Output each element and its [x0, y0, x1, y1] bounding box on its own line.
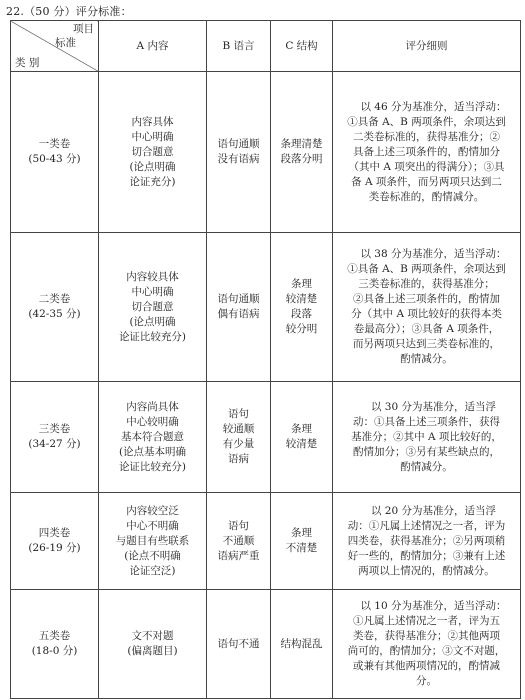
category-cell — [11, 382, 99, 493]
header-row — [11, 21, 521, 72]
table-row — [11, 233, 521, 382]
detail-line: 以 10 分为基准分，适当浮动： — [360, 600, 507, 612]
detail-line: ①具备 A、B 两项条件，余项达到 — [347, 115, 506, 128]
content-cell — [99, 382, 207, 493]
language-line: 语句通顺 — [217, 138, 260, 150]
detail-line: 分。 — [416, 675, 437, 687]
content-line: 论证比较充分) — [118, 330, 187, 343]
content-line: 论证空泛) — [129, 564, 176, 577]
content-cell — [99, 590, 207, 699]
content-line: 切合题意 — [131, 300, 174, 313]
structure-line: 条理 — [291, 527, 312, 539]
content-line: (论点明确 — [129, 315, 176, 328]
score-range: (34-27 分) — [28, 438, 81, 450]
detail-line: ①凡属上述情况之一者，评为五 — [353, 615, 500, 627]
detail-cell — [333, 233, 521, 382]
detail-line: 以 38 分为基准分，适当浮动： — [360, 248, 507, 260]
content-line: (偏离题目) — [127, 645, 178, 657]
structure-cell — [271, 493, 333, 590]
structure-line: 较清楚 — [285, 438, 318, 450]
detail-cell — [333, 590, 521, 699]
detail-cell — [333, 493, 521, 590]
content-line: 与题目有些联系 — [115, 534, 190, 547]
content-cell — [99, 493, 207, 590]
category-label: 四类卷 — [38, 527, 71, 539]
category-label: 三类卷 — [38, 423, 71, 435]
detail-line: 动：①具备上述三项条件，获得 — [353, 415, 500, 428]
detail-line: 备 A 项条件，而另两项只达到二 — [351, 175, 502, 188]
category-cell — [11, 590, 99, 699]
diag-label-project: 项目 — [73, 23, 94, 35]
content-line: 内容具体 — [131, 115, 174, 128]
structure-line: 段落 — [291, 308, 312, 320]
content-cell — [99, 72, 207, 233]
content-line: 中心明确 — [131, 285, 174, 298]
structure-line: 条理 — [291, 423, 312, 435]
diag-label-standard: 标准 — [55, 37, 76, 49]
detail-line: 而另两项只达到三类卷标准的， — [353, 338, 500, 350]
language-line: 语句通顺 — [217, 293, 260, 305]
structure-cell — [271, 590, 333, 699]
rubric-table — [10, 20, 521, 699]
detail-line: 四类卷，获得基准分；②另两项稍 — [347, 534, 506, 547]
structure-line: 段落分明 — [280, 153, 323, 165]
question-heading: 22.（50 分）评分标准： — [6, 5, 132, 18]
detail-line: 酌情减分。 — [400, 353, 453, 365]
content-line: 内容较具体 — [126, 270, 179, 283]
column-header-structure: C 结构 — [271, 21, 333, 72]
detail-line: 以 46 分为基准分，适当浮动： — [360, 100, 507, 113]
language-cell — [207, 590, 271, 699]
content-line: 内容较空泛 — [126, 504, 179, 517]
content-line: 切合题意 — [131, 145, 174, 158]
structure-line: 条理 — [291, 278, 312, 290]
content-line: 中心不明确 — [126, 519, 179, 532]
content-line: 基本符合题意 — [120, 430, 184, 443]
detail-line: 基准分；②其中 A 项比较好的， — [351, 430, 502, 443]
structure-cell — [271, 233, 333, 382]
language-cell — [207, 382, 271, 493]
language-line: 不通顺 — [222, 534, 255, 547]
detail-line: 二类卷标准的，获得基准分；② — [353, 130, 500, 143]
language-cell — [207, 233, 271, 382]
language-line: 没有语病 — [217, 153, 260, 165]
detail-line: 以 20 分为基准分，适当浮 — [370, 504, 497, 517]
language-line: 语病严重 — [217, 549, 260, 562]
detail-line: 具备上述三项条件的，酌情加分 — [353, 145, 500, 158]
detail-line: ①具备 A、B 两项条件，余项达到 — [347, 263, 506, 275]
detail-line: 类卷，获得基准分；②其他两项 — [353, 630, 500, 642]
structure-cell — [271, 382, 333, 493]
language-line: 偶有语病 — [217, 308, 260, 320]
detail-line: 两项以上情况的，酌情减分。 — [358, 564, 495, 577]
detail-line: 动：①凡属上述情况之一者，评为 — [347, 519, 506, 532]
language-cell — [207, 493, 271, 590]
category-cell — [11, 493, 99, 590]
detail-line: （其中 A 项突出的得满分）；③具 — [348, 160, 505, 173]
table-row — [11, 590, 521, 699]
content-line: 中心明确 — [131, 130, 174, 143]
detail-line: 或兼有其他两项情况的，酌情减 — [353, 660, 500, 672]
diagonal-header-cell — [11, 21, 99, 72]
detail-line: ②具备上述三项条件的，酌情加 — [353, 293, 500, 305]
table-row — [11, 493, 521, 590]
content-line: 论证充分) — [129, 175, 176, 188]
structure-line: 结构混乱 — [280, 637, 323, 650]
language-line: 语句 — [228, 519, 249, 532]
content-line: 论证比较充分) — [118, 460, 187, 473]
column-header-detail: 评分细则 — [333, 21, 521, 72]
detail-line: 酌情加分；③另有某些缺点的， — [353, 445, 500, 458]
content-cell — [99, 233, 207, 382]
language-cell — [207, 72, 271, 233]
structure-line: 较分明 — [285, 323, 318, 335]
language-line: 语病 — [228, 453, 249, 465]
detail-line: 卷最高分）；③具备 A 项条件， — [353, 323, 500, 335]
table-row — [11, 72, 521, 233]
category-label: 五类卷 — [38, 630, 71, 642]
diag-label-category: 类 别 — [15, 57, 40, 69]
detail-line: 类卷标准的，酌情减分。 — [368, 190, 485, 203]
score-range: (50-43 分) — [28, 153, 81, 165]
column-header-content: A 内容 — [99, 21, 207, 72]
content-line: (论点不明确 — [124, 549, 181, 562]
detail-line: 以 30 分为基准分，适当浮 — [370, 400, 497, 413]
language-line: 语句不通 — [217, 637, 260, 650]
structure-cell — [271, 72, 333, 233]
language-line: 语句 — [228, 408, 249, 420]
category-label: 一类卷 — [38, 138, 71, 150]
content-line: (论点基本明确 — [118, 445, 187, 458]
detail-line: 分（其中 A 项比较好的获得本类 — [351, 308, 502, 320]
score-range: (26-19 分) — [28, 542, 81, 554]
detail-line: 尚可的，酌情加分；③文不对题， — [347, 645, 506, 657]
structure-line: 不清楚 — [285, 542, 318, 554]
content-line: 文不对题 — [131, 630, 174, 642]
score-range: (42-35 分) — [28, 308, 81, 320]
detail-line: 三类卷标准的，获得基准分； — [358, 278, 495, 290]
category-label: 二类卷 — [38, 293, 71, 305]
language-line: 较通顺 — [222, 423, 255, 435]
column-header-language: B 语言 — [207, 21, 271, 72]
structure-line: 较清楚 — [285, 293, 318, 305]
detail-line: 好一些的，酌情加分；③兼有上述 — [347, 549, 506, 562]
category-cell — [11, 72, 99, 233]
structure-line: 条理清楚 — [280, 138, 323, 150]
category-cell — [11, 233, 99, 382]
language-line: 有少量 — [222, 438, 255, 450]
detail-cell — [333, 72, 521, 233]
content-line: 中心较明确 — [126, 415, 179, 428]
content-line: 内容尚具体 — [126, 400, 179, 413]
content-line: (论点明确 — [129, 160, 176, 173]
detail-cell — [333, 382, 521, 493]
table-row — [11, 382, 521, 493]
score-range: (18-0 分) — [31, 645, 78, 657]
detail-line: 酌情减分。 — [400, 460, 453, 473]
